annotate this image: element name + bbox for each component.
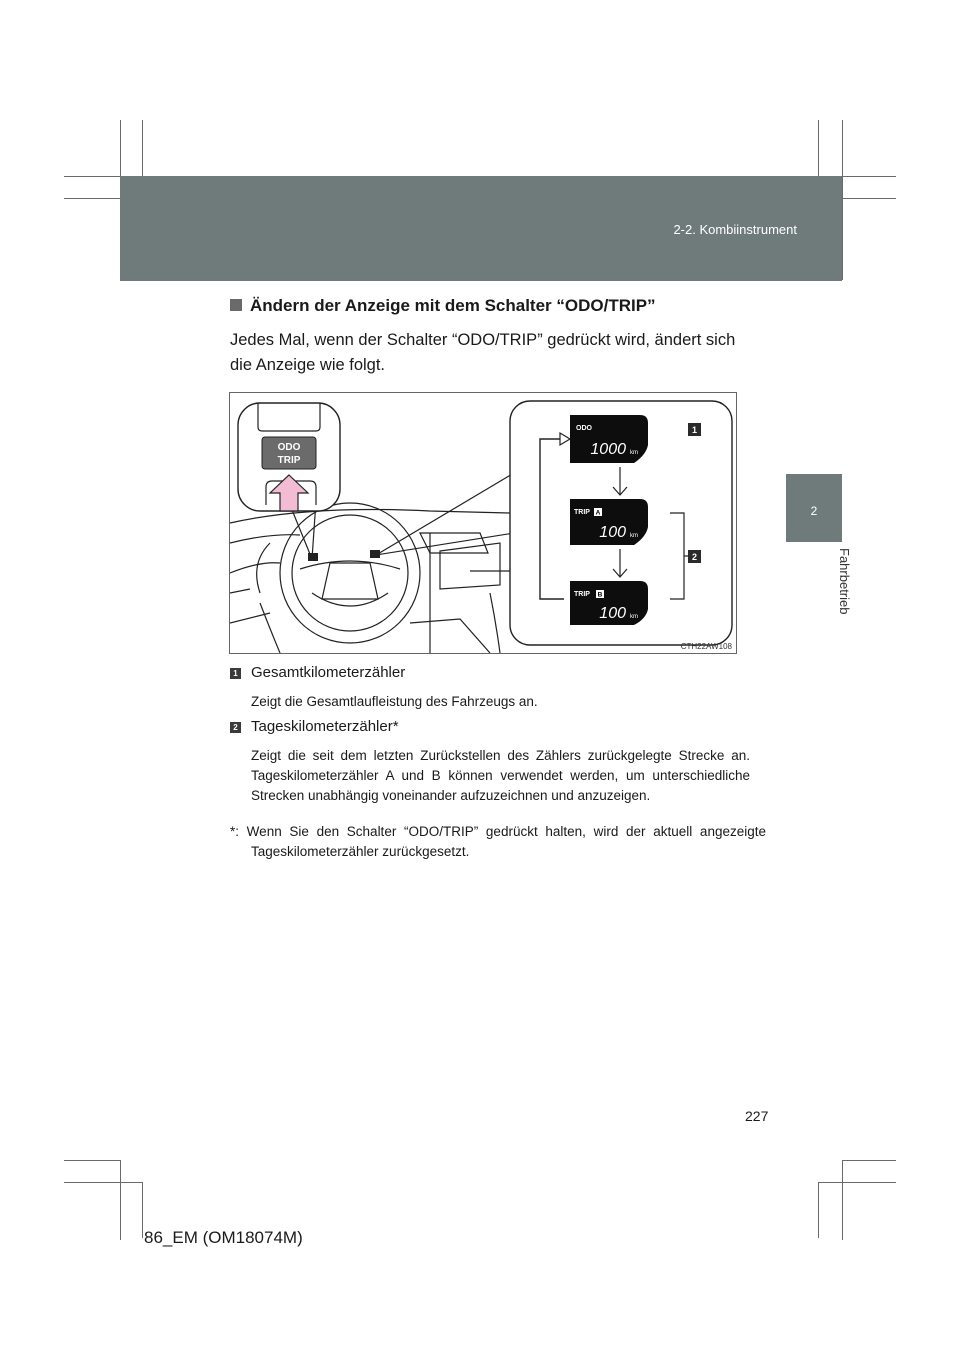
- figure-code: CTH22AW108: [680, 642, 732, 651]
- crop-mark: [842, 1160, 843, 1240]
- dashboard-linework: [230, 503, 510, 653]
- item-term: Gesamtkilometerzähler: [251, 664, 406, 681]
- page-number: 227: [745, 1108, 769, 1124]
- chapter-number: 2: [810, 504, 818, 518]
- heading-square-icon: [230, 299, 242, 311]
- display-trip-b-value: 100: [599, 605, 626, 622]
- footnote: *: Wenn Sie den Schalter “ODO/TRIP” gedrückt halten, wird der aktuell angezeigte Tageskilometerzähler zurückgesetzt.: [230, 824, 766, 859]
- display-trip-b: [570, 581, 648, 625]
- display-trip-a-badge: A: [595, 509, 601, 517]
- crop-mark: [64, 1160, 120, 1161]
- display-trip-b-label: TRIP: [574, 591, 590, 598]
- crop-mark: [120, 1160, 121, 1240]
- chapter-tab: [786, 474, 842, 542]
- crop-mark: [64, 198, 120, 199]
- button-label-odo: ODO: [277, 442, 301, 453]
- display-trip-b-unit: km: [630, 614, 638, 620]
- dashboard-illustration: [230, 393, 736, 653]
- display-odo: [570, 415, 648, 463]
- definition-trip-meter: [230, 718, 750, 806]
- display-mark: [370, 550, 380, 558]
- display-odo-unit: km: [630, 450, 638, 456]
- display-odo-value: 1000: [590, 441, 626, 458]
- callout-1-label: 1: [691, 425, 698, 435]
- section-heading: [230, 296, 656, 316]
- intro-paragraph: Jedes Mal, wenn der Schalter “ODO/TRIP” gedrückt wird, ändert sich die Anzeige wie folgt.: [230, 331, 736, 374]
- illustration: [229, 392, 737, 654]
- crop-mark: [842, 120, 843, 280]
- crop-mark: [64, 1182, 142, 1183]
- item-description: Zeigt die Gesamtlaufleistung des Fahrzeugs an.: [251, 694, 538, 709]
- document-code: 86_EM (OM18074M): [144, 1228, 303, 1247]
- crop-mark: [842, 198, 896, 199]
- odo-switch-mark: [308, 553, 318, 561]
- section-title: 2-2. Kombiinstrument: [673, 222, 797, 237]
- display-trip-b-badge: B: [597, 591, 603, 599]
- item-marker: 2: [230, 722, 241, 733]
- item-marker: 1: [230, 668, 241, 679]
- chapter-label: Fahrbetrieb: [837, 548, 852, 615]
- crop-mark: [842, 1160, 896, 1161]
- header-band: [120, 176, 842, 281]
- item-term: Tageskilometerzähler*: [251, 718, 399, 735]
- item-description: Zeigt die seit dem letzten Zurückstellen des Zählers zurückgelegte Strecke an. Tageskilometerzähler A und B können verwendet werden, um unterschiedliche Strecken unabhängig voneinander aufzuzeichnen und anzuzeigen.: [251, 748, 750, 803]
- display-trip-a-value: 100: [599, 524, 626, 541]
- callout-2-label: 2: [691, 552, 698, 562]
- heading-text: Ändern der Anzeige mit dem Schalter “ODO/TRIP”: [250, 296, 656, 315]
- button-label-trip: TRIP: [277, 455, 301, 466]
- definition-odometer: [230, 664, 750, 712]
- display-trip-a-unit: km: [630, 533, 638, 539]
- crop-mark: [142, 1182, 143, 1238]
- crop-mark: [818, 1182, 819, 1238]
- display-trip-a-label: TRIP: [574, 509, 590, 516]
- display-odo-label: ODO: [576, 425, 592, 432]
- crop-mark: [818, 1182, 896, 1183]
- display-trip-a: [570, 499, 648, 545]
